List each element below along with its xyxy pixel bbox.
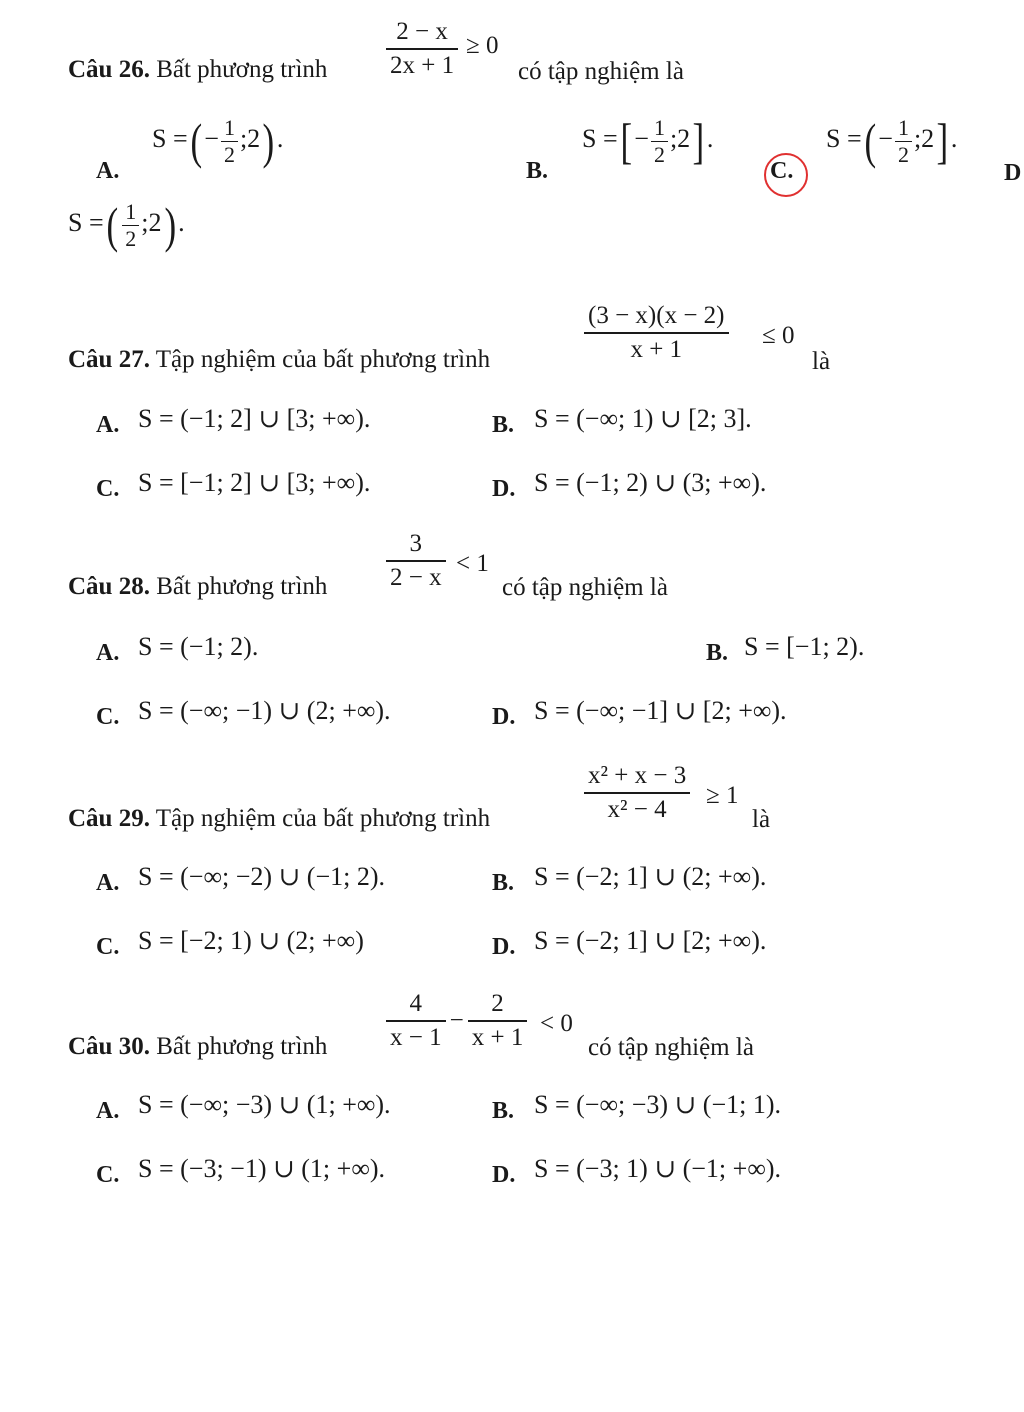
q28-option-a-letter[interactable]: A. xyxy=(96,640,120,666)
q28-option-c-expr: S = (−∞; −1) ∪ (2; +∞). xyxy=(138,696,391,725)
q26-fraction: $\frac{2 - x}{2x + 1}$ xyxy=(386,18,458,80)
q27-option-a-expr: S = (−1; 2] ∪ [3; +∞). xyxy=(138,404,371,433)
q27-stem-label: Câu 27. Tập nghiệm của bất phương trình xyxy=(68,346,491,373)
q28-fraction: $\frac{3}{2 - x}$ xyxy=(386,530,446,592)
q26-relation: ≥ 0 xyxy=(466,32,499,59)
q26-option-d-letter[interactable]: D xyxy=(1004,160,1022,186)
q27-option-c-expr: S = [−1; 2] ∪ [3; +∞). xyxy=(138,468,371,497)
q28-stem-label: Câu 28. Bất phương trình xyxy=(68,573,328,600)
q30-option-c-letter[interactable]: C. xyxy=(96,1162,120,1188)
q27-option-d-expr: S = (−1; 2) ∪ (3; +∞). xyxy=(534,468,767,497)
q29-option-d-expr: S = (−2; 1] ∪ [2; +∞). xyxy=(534,926,767,955)
q27-option-a-letter[interactable]: A. xyxy=(96,412,120,438)
q30-option-a-expr: S = (−∞; −3) ∪ (1; +∞). xyxy=(138,1090,391,1119)
q30-expression: $\frac{4}{x - 1}$ − $\frac{2}{x + 1}$ xyxy=(386,990,527,1052)
q30-relation: < 0 xyxy=(540,1010,573,1037)
q29-option-c-letter[interactable]: C. xyxy=(96,934,120,960)
q28-option-a-expr: S = (−1; 2). xyxy=(138,632,259,661)
q29-option-a-letter[interactable]: A. xyxy=(96,870,120,896)
q28-tail: có tập nghiệm là xyxy=(502,574,668,601)
q26-option-a-letter[interactable]: A. xyxy=(96,158,120,184)
q29-fraction: $\frac{\text{x² + x − 3}}{\text{x² − 4}}$ xyxy=(584,762,690,824)
q29-option-b-letter[interactable]: B. xyxy=(492,870,515,896)
q26-option-b-letter[interactable]: B. xyxy=(526,158,549,184)
q29-option-c-expr: S = [−2; 1) ∪ (2; +∞) xyxy=(138,926,364,955)
q30-option-a-letter[interactable]: A. xyxy=(96,1098,120,1124)
q30-option-d-letter[interactable]: D. xyxy=(492,1162,516,1188)
q26-tail: có tập nghiệm là xyxy=(518,58,684,85)
q28-option-c-letter[interactable]: C. xyxy=(96,704,120,730)
q27-relation: ≤ 0 xyxy=(762,322,795,349)
q26-option-b-expr: S =[− $\frac{1}{2}$ ;2]. xyxy=(582,113,714,169)
q29-option-b-expr: S = (−2; 1] ∪ (2; +∞). xyxy=(534,862,767,891)
q26-option-c-expr: S =(− $\frac{1}{2}$ ;2]. xyxy=(826,113,958,169)
q27-tail: là xyxy=(812,348,831,375)
q30-option-c-expr: S = (−3; −1) ∪ (1; +∞). xyxy=(138,1154,386,1183)
q28-option-b-letter[interactable]: B. xyxy=(706,640,729,666)
q29-relation: ≥ 1 xyxy=(706,782,739,809)
q29-option-d-letter[interactable]: D. xyxy=(492,934,516,960)
q26-option-c-letter[interactable]: C. xyxy=(770,158,794,184)
q30-tail: có tập nghiệm là xyxy=(588,1034,754,1061)
q28-option-b-expr: S = [−1; 2). xyxy=(744,632,865,661)
q26-option-a-expr: S =(− $\frac{1}{2}$ ;2). xyxy=(152,113,284,169)
q28-option-d-expr: S = (−∞; −1] ∪ [2; +∞). xyxy=(534,696,787,725)
q28-relation: < 1 xyxy=(456,550,489,577)
q30-option-b-expr: S = (−∞; −3) ∪ (−1; 1). xyxy=(534,1090,782,1119)
q30-option-d-expr: S = (−3; 1) ∪ (−1; +∞). xyxy=(534,1154,782,1183)
q26-stem-label: Câu 26. Bất phương trình xyxy=(68,56,328,83)
q27-option-d-letter[interactable]: D. xyxy=(492,476,516,502)
q30-option-b-letter[interactable]: B. xyxy=(492,1098,515,1124)
q29-stem-label: Câu 29. Tập nghiệm của bất phương trình xyxy=(68,805,491,832)
q27-option-b-expr: S = (−∞; 1) ∪ [2; 3]. xyxy=(534,404,752,433)
q27-option-b-letter[interactable]: B. xyxy=(492,412,515,438)
q28-option-d-letter[interactable]: D. xyxy=(492,704,516,730)
q30-stem-label: Câu 30. Bất phương trình xyxy=(68,1033,328,1060)
q29-tail: là xyxy=(752,806,771,833)
q26-option-d-expr: S =( $\frac{1}{2}$ ;2). xyxy=(68,197,185,253)
q27-option-c-letter[interactable]: C. xyxy=(96,476,120,502)
q29-option-a-expr: S = (−∞; −2) ∪ (−1; 2). xyxy=(138,862,386,891)
q27-fraction: $\frac{(3 - x)(x - 2)}{x + 1}$ xyxy=(584,302,729,364)
